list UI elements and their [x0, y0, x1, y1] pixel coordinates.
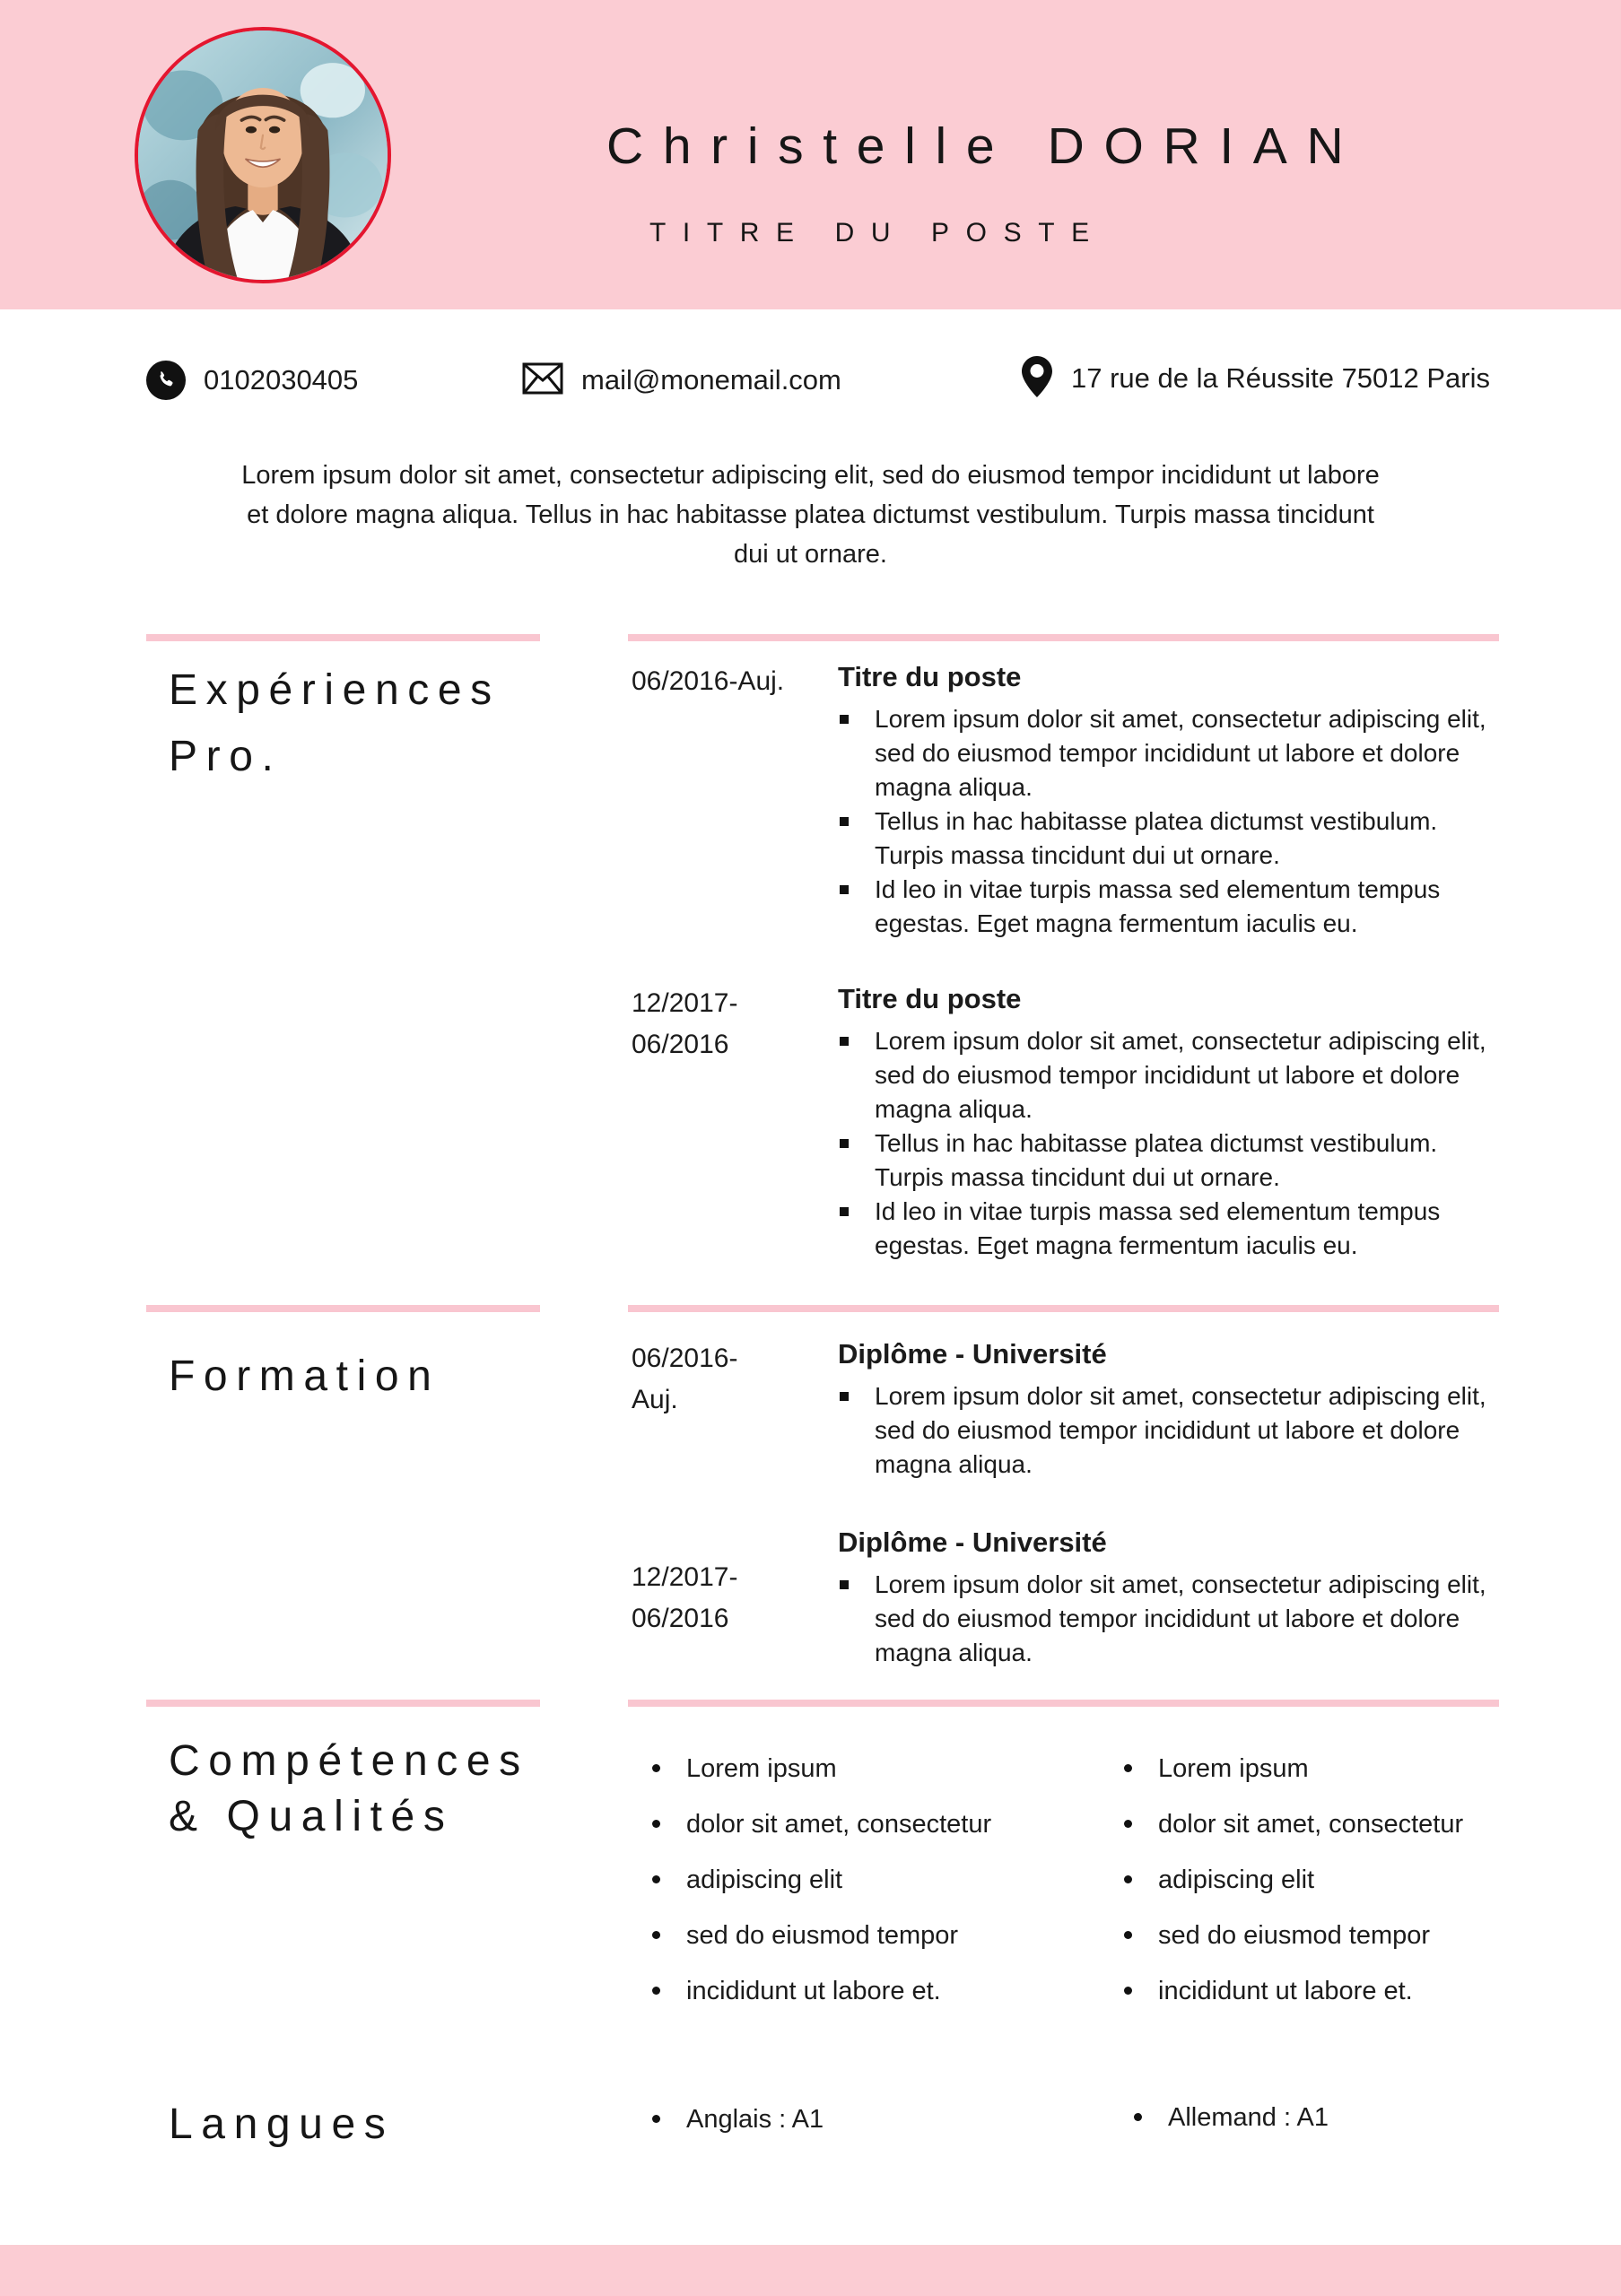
phone-number: 0102030405 [204, 364, 359, 396]
skill-item: dolor sit amet, consectetur [649, 1809, 991, 1839]
postal-address: 17 rue de la Réussite 75012 Paris [1071, 362, 1491, 394]
contact-email [522, 359, 841, 402]
skill-item: incididunt ut labore et. [649, 1976, 991, 2006]
section-title-experience [169, 657, 501, 790]
skill-item: sed do eiusmod tempor [1120, 1920, 1463, 1951]
date-line: 06/2016-Auj. [632, 666, 785, 696]
header-banner [0, 0, 1621, 309]
entry-bullet-list [838, 702, 1499, 941]
education-entry [632, 1338, 1499, 1482]
entry-title: Diplôme - Université [838, 1338, 1107, 1370]
summary-block [0, 456, 1621, 574]
date-line: 06/2016 [632, 1030, 729, 1059]
skills-list-column-1 [649, 1753, 991, 2031]
bullet-item: Tellus in hac habitasse platea dictumst vestibulum. Turpis massa tincidunt dui ut ornare. [838, 804, 1499, 873]
bullet-item: Tellus in hac habitasse platea dictumst vestibulum. Turpis massa tincidunt dui ut ornare. [838, 1126, 1499, 1195]
divider-skills-right [628, 1700, 1499, 1707]
profile-photo [135, 27, 391, 283]
language-item: Allemand : A1 [1130, 2102, 1329, 2133]
bullet-item: Lorem ipsum dolor sit amet, consectetur adipiscing elit, sed do eiusmod tempor incididunt ut labore et dolore magna aliqua. [838, 1024, 1499, 1126]
entry-content [838, 661, 1499, 941]
entry-bullet-list [838, 1379, 1499, 1482]
skill-item: incididunt ut labore et. [1120, 1976, 1463, 2006]
section-title-education: Formation [169, 1352, 440, 1400]
entry-content [838, 1526, 1499, 1670]
contact-address [1021, 357, 1490, 400]
bullet-item: Lorem ipsum dolor sit amet, consectetur adipiscing elit, sed do eiusmod tempor incididunt ut labore et dolore magna aliqua. [838, 1379, 1499, 1482]
date-line: Auj. [632, 1385, 678, 1414]
education-entry [632, 1526, 1499, 1670]
footer-bar [0, 2245, 1621, 2296]
section-title-line: Pro. [169, 733, 283, 780]
email-address: mail@monemail.com [581, 364, 841, 396]
summary-text: Lorem ipsum dolor sit amet, consectetur adipiscing elit, sed do eiusmod tempor incididunt ut labore et dolore magna aliqua. Tellus in hac habitasse platea dictumst vestibulum. Turpis massa tincidunt dui ut ornare. [241, 461, 1380, 569]
divider-education-right [628, 1305, 1499, 1312]
section-title-line: Compétences [169, 1737, 529, 1785]
phone-icon [146, 361, 186, 400]
entry-title: Diplôme - Université [838, 1526, 1107, 1558]
section-title-skills [169, 1734, 529, 1845]
entry-title: Titre du poste [838, 661, 1022, 692]
date-line: 06/2016 [632, 1604, 729, 1633]
language-list-column-1 [649, 2104, 824, 2160]
person-name: Christelle DORIAN [606, 117, 1364, 175]
entry-date [632, 983, 838, 1263]
date-line: 12/2017- [632, 988, 738, 1018]
envelope-icon [522, 362, 563, 399]
entry-date [632, 1338, 838, 1482]
section-title-line: Expériences [169, 666, 501, 714]
divider-skills-left [146, 1700, 540, 1707]
date-line: 06/2016- [632, 1344, 738, 1373]
skill-item: dolor sit amet, consectetur [1120, 1809, 1463, 1839]
entry-content [838, 1338, 1499, 1482]
entry-bullet-list [838, 1024, 1499, 1263]
bullet-item: Id leo in vitae turpis massa sed elementum tempus egestas. Eget magna fermentum iaculis eu. [838, 873, 1499, 941]
skills-list-column-2 [1120, 1753, 1463, 2031]
skill-item: sed do eiusmod tempor [649, 1920, 991, 1951]
entry-content [838, 983, 1499, 1263]
experience-entry [632, 983, 1499, 1263]
entry-title: Titre du poste [838, 983, 1022, 1014]
entry-date [632, 661, 838, 941]
divider-experience-left [146, 634, 540, 641]
portrait-illustration [138, 30, 388, 280]
location-pin-icon [1021, 355, 1053, 403]
skill-item: Lorem ipsum [1120, 1753, 1463, 1784]
section-title-line: & Qualités [169, 1793, 454, 1840]
contact-phone [146, 359, 358, 402]
language-item: Anglais : A1 [649, 2104, 824, 2135]
bullet-item: Id leo in vitae turpis massa sed elementum tempus egestas. Eget magna fermentum iaculis eu. [838, 1195, 1499, 1263]
section-title-languages: Langues [169, 2100, 395, 2148]
skill-item: Lorem ipsum [649, 1753, 991, 1784]
entry-bullet-list [838, 1568, 1499, 1670]
entry-date [632, 1526, 838, 1670]
divider-education-left [146, 1305, 540, 1312]
experience-entry [632, 661, 1499, 941]
language-list-column-2 [1130, 2102, 1329, 2158]
divider-experience-right [628, 634, 1499, 641]
job-title: TITRE DU POSTE [649, 218, 1106, 248]
skill-item: adipiscing elit [649, 1865, 991, 1895]
bullet-item: Lorem ipsum dolor sit amet, consectetur adipiscing elit, sed do eiusmod tempor incididunt ut labore et dolore magna aliqua. [838, 702, 1499, 804]
bullet-item: Lorem ipsum dolor sit amet, consectetur adipiscing elit, sed do eiusmod tempor incididunt ut labore et dolore magna aliqua. [838, 1568, 1499, 1670]
skill-item: adipiscing elit [1120, 1865, 1463, 1895]
date-line: 12/2017- [632, 1562, 738, 1592]
